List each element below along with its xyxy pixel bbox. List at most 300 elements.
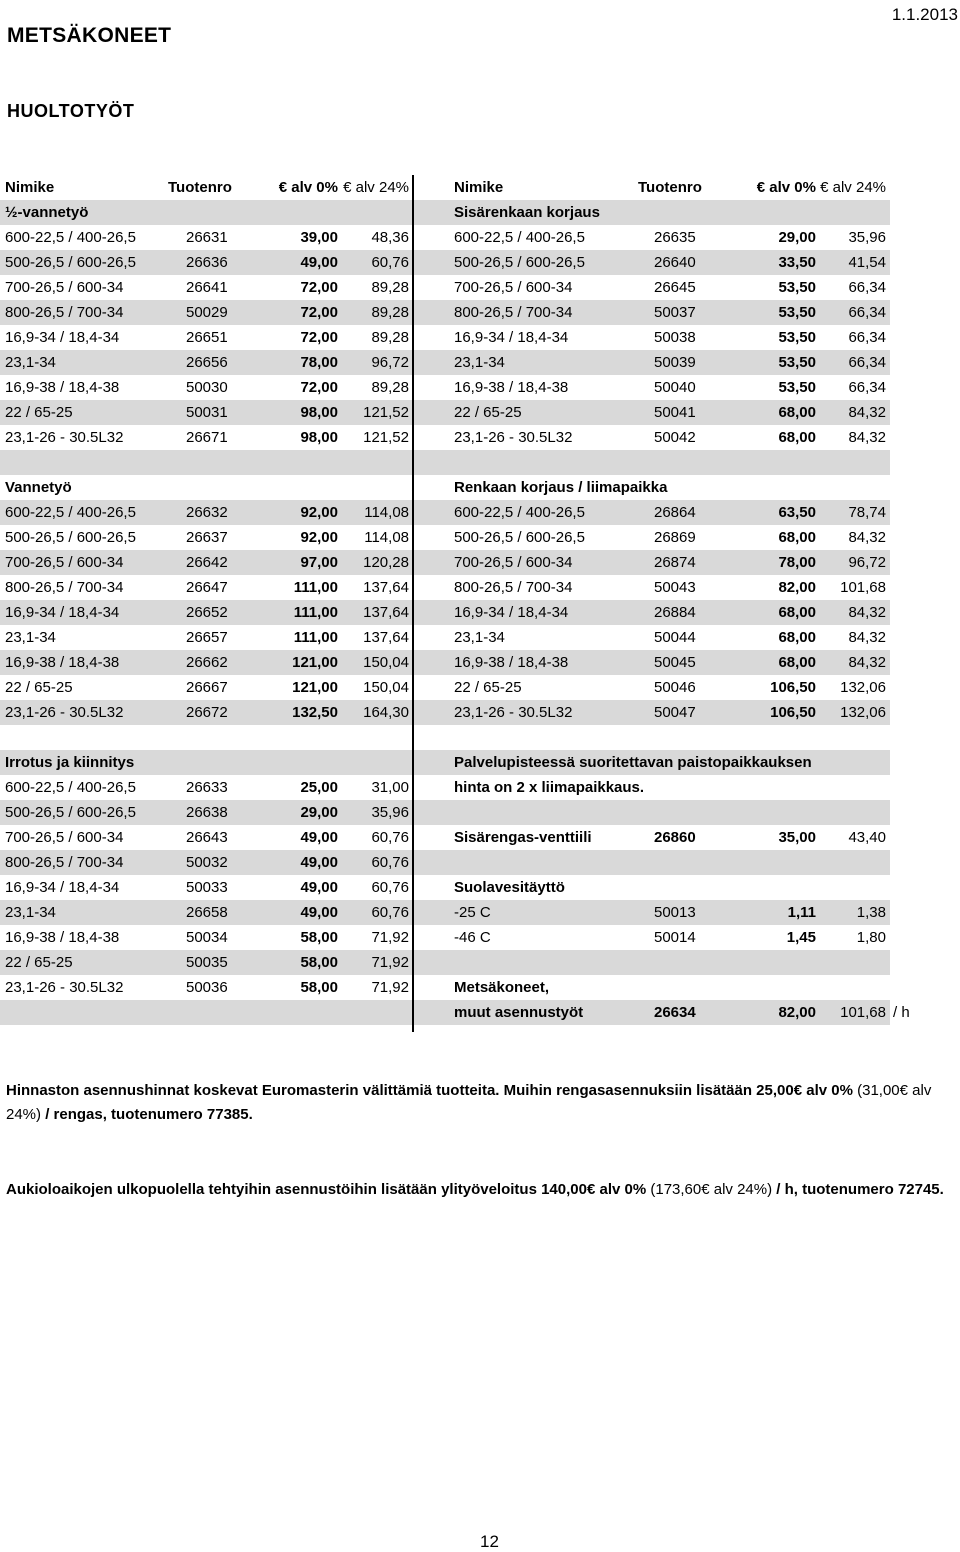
price-alv0: 1,45 [786, 929, 816, 946]
price-alv0: 29,00 [300, 804, 338, 821]
price-alv24: 71,92 [371, 929, 409, 946]
price-alv0: 132,50 [292, 704, 338, 721]
price-alv0: 92,00 [300, 504, 338, 521]
item-code: 50040 [654, 379, 696, 396]
price-alv0: 68,00 [778, 529, 816, 546]
item-code: 50031 [186, 404, 228, 421]
price-alv0: 35,00 [778, 829, 816, 846]
note-installation [6, 1079, 946, 1127]
left-cell-group [0, 800, 412, 825]
price-alv0: 29,00 [778, 229, 816, 246]
table-row [0, 550, 960, 575]
price-alv0: 98,00 [300, 404, 338, 421]
price-alv24: 89,28 [371, 279, 409, 296]
left-cell-group [0, 500, 412, 525]
table-row [0, 775, 960, 800]
right-cell-group [414, 450, 890, 475]
price-alv0: 25,00 [300, 779, 338, 796]
right-cell-group [414, 550, 890, 575]
table-row [0, 675, 960, 700]
price-alv24: 66,34 [848, 279, 886, 296]
right-cell-group [414, 325, 890, 350]
item-code: 50034 [186, 929, 228, 946]
price-alv24: 84,32 [848, 404, 886, 421]
price-alv24: 114,08 [364, 529, 409, 546]
item-name: 23,1-26 - 30.5L32 [5, 704, 124, 721]
table-row [0, 300, 960, 325]
item-code: 50029 [186, 304, 228, 321]
item-name: 23,1-26 - 30.5L32 [5, 979, 124, 996]
item-code: 26874 [654, 554, 696, 571]
price-alv0: 49,00 [300, 254, 338, 271]
item-name: 16,9-38 / 18,4-38 [454, 654, 569, 671]
price-alv24: 84,32 [848, 629, 886, 646]
item-name: 23,1-26 - 30.5L32 [454, 429, 573, 446]
price-alv0: 53,50 [778, 329, 816, 346]
price-alv24: 35,96 [848, 229, 886, 246]
left-cell-group [0, 975, 412, 1000]
price-alv24: 1,38 [856, 904, 886, 921]
item-name: 23,1-26 - 30.5L32 [454, 704, 573, 721]
item-code: 50036 [186, 979, 228, 996]
item-name: 500-26,5 / 600-26,5 [5, 254, 136, 271]
item-code: 26637 [186, 529, 228, 546]
price-alv0: 78,00 [300, 354, 338, 371]
left-cell-group [0, 425, 412, 450]
left-cell-group [0, 675, 412, 700]
table-row [0, 575, 960, 600]
price-alv24: 164,30 [363, 704, 409, 721]
price-alv24: 71,92 [371, 979, 409, 996]
price-alv0: 49,00 [300, 879, 338, 896]
note-installation-vat: (31,00€ alv 24%) [6, 1082, 932, 1123]
item-code: 26662 [186, 654, 228, 671]
item-name: Vannetyö [5, 479, 72, 496]
price-alv0: 68,00 [778, 429, 816, 446]
note-installation-text: Hinnaston asennushinnat koskevat Euromasterin välittämiä tuotteita. Muihin rengasasennuksiin lisätään 25,00€ alv 0% [6, 1082, 858, 1099]
price-alv24: 66,34 [848, 329, 886, 346]
item-code: 26671 [186, 429, 228, 446]
col-alv24-header: € alv 24% [343, 179, 409, 196]
item-code: 26860 [654, 829, 696, 846]
price-alv24: 84,32 [848, 529, 886, 546]
item-code: 26631 [186, 229, 228, 246]
right-cell-group [414, 675, 890, 700]
price-alv24: 60,76 [371, 854, 409, 871]
left-cell-group [0, 575, 412, 600]
right-cell-group [414, 700, 890, 725]
price-alv0: 82,00 [778, 1004, 816, 1021]
price-alv0: 106,50 [770, 679, 816, 696]
item-name: 22 / 65-25 [454, 404, 522, 421]
price-alv24: 60,76 [371, 829, 409, 846]
price-alv0: 78,00 [778, 554, 816, 571]
item-name: 700-26,5 / 600-34 [5, 279, 124, 296]
right-cell-group [414, 875, 890, 900]
left-cell-group [0, 850, 412, 875]
right-cell-group [414, 300, 890, 325]
price-alv24: 78,74 [848, 504, 886, 521]
item-code: 50038 [654, 329, 696, 346]
price-alv24: 150,04 [363, 654, 409, 671]
right-cell-group [414, 375, 890, 400]
left-cell-group [0, 900, 412, 925]
item-name: Renkaan korjaus / liimapaikka [454, 479, 668, 496]
page-number: 12 [480, 1532, 499, 1551]
item-name: 23,1-34 [454, 354, 505, 371]
item-name: 16,9-38 / 18,4-38 [5, 654, 120, 671]
col-code-header: Tuotenro [168, 179, 232, 196]
item-name: 23,1-34 [5, 904, 56, 921]
table-row [0, 200, 960, 225]
price-alv0: 72,00 [300, 304, 338, 321]
item-name: 23,1-34 [5, 354, 56, 371]
item-code: 26652 [186, 604, 228, 621]
price-alv0: 53,50 [778, 354, 816, 371]
right-cell-group [414, 200, 890, 225]
price-alv24: 66,34 [848, 304, 886, 321]
item-code: 26647 [186, 579, 228, 596]
left-cell-group [0, 475, 412, 500]
price-alv24: 132,06 [840, 679, 886, 696]
table-row [0, 500, 960, 525]
item-name: 600-22,5 / 400-26,5 [5, 229, 136, 246]
left-cell-group [0, 700, 412, 725]
item-name: 16,9-38 / 18,4-38 [5, 929, 120, 946]
price-alv24: 121,52 [363, 404, 409, 421]
item-name: Irrotus ja kiinnitys [5, 754, 135, 771]
left-cell-group [0, 250, 412, 275]
left-cell-group [0, 375, 412, 400]
note-installation-tail: / rengas, tuotenumero 77385. [41, 1106, 253, 1123]
item-code: 50045 [654, 654, 696, 671]
price-alv24: 71,92 [371, 954, 409, 971]
price-alv24: 89,28 [371, 379, 409, 396]
right-cell-group [414, 400, 890, 425]
table-row [0, 625, 960, 650]
item-name: 800-26,5 / 700-34 [5, 304, 124, 321]
col-alv24-header: € alv 24% [820, 179, 886, 196]
table-row [0, 425, 960, 450]
table-row [0, 925, 960, 950]
price-alv24: 89,28 [371, 329, 409, 346]
price-alv24: 120,28 [363, 554, 409, 571]
item-name: 600-22,5 / 400-26,5 [5, 504, 136, 521]
item-name: 16,9-34 / 18,4-34 [454, 329, 569, 346]
right-cell-group [414, 475, 890, 500]
price-alv24: 31,00 [371, 779, 409, 796]
item-name: 16,9-34 / 18,4-34 [5, 879, 120, 896]
price-alv24: 137,64 [363, 579, 409, 596]
price-alv0: 97,00 [300, 554, 338, 571]
item-name: 23,1-34 [5, 629, 56, 646]
price-alv0: 1,11 [787, 904, 816, 921]
item-code: 26642 [186, 554, 228, 571]
table-row [0, 350, 960, 375]
table-row [0, 275, 960, 300]
item-name: 700-26,5 / 600-34 [5, 554, 124, 571]
price-alv0: 63,50 [778, 504, 816, 521]
item-name: 23,1-26 - 30.5L32 [5, 429, 124, 446]
right-cell-group [414, 625, 890, 650]
item-name: 600-22,5 / 400-26,5 [5, 779, 136, 796]
price-alv0: 106,50 [770, 704, 816, 721]
column-divider [412, 175, 414, 1032]
price-alv24: 137,64 [363, 604, 409, 621]
right-cell-group [414, 275, 890, 300]
right-cell-group [414, 950, 890, 975]
item-name: 700-26,5 / 600-34 [454, 554, 573, 571]
right-cell-group [414, 1000, 890, 1025]
left-cell-group [0, 775, 412, 800]
item-code: 50046 [654, 679, 696, 696]
price-alv0: 68,00 [778, 654, 816, 671]
price-alv0: 72,00 [300, 379, 338, 396]
right-cell-group [414, 975, 890, 1000]
left-header [0, 175, 412, 200]
price-alv0: 68,00 [778, 629, 816, 646]
item-code: 26658 [186, 904, 228, 921]
item-code: 50033 [186, 879, 228, 896]
item-name: 600-22,5 / 400-26,5 [454, 229, 585, 246]
price-alv0: 82,00 [778, 579, 816, 596]
item-code: 50037 [654, 304, 696, 321]
table-row [0, 375, 960, 400]
table-row [0, 250, 960, 275]
price-alv0: 53,50 [778, 279, 816, 296]
right-cell-group [414, 500, 890, 525]
price-alv0: 92,00 [300, 529, 338, 546]
item-name: 800-26,5 / 700-34 [5, 854, 124, 871]
right-cell-group [414, 525, 890, 550]
price-alv24: 41,54 [848, 254, 886, 271]
left-cell-group [0, 400, 412, 425]
price-alv0: 49,00 [300, 904, 338, 921]
item-name: ½-vannetyö [5, 204, 89, 221]
price-alv0: 68,00 [778, 604, 816, 621]
price-alv24: 84,32 [848, 429, 886, 446]
item-code: 26636 [186, 254, 228, 271]
item-name: 16,9-34 / 18,4-34 [454, 604, 569, 621]
table-row [0, 800, 960, 825]
price-alv24: 48,36 [371, 229, 409, 246]
item-code: 50013 [654, 904, 696, 921]
item-code: 26638 [186, 804, 228, 821]
document-date: 1.1.2013 [891, 5, 958, 24]
item-code: 26632 [186, 504, 228, 521]
right-cell-group [414, 600, 890, 625]
item-code: 50042 [654, 429, 696, 446]
right-cell-group [414, 725, 890, 750]
table-row [0, 325, 960, 350]
price-alv0: 72,00 [300, 279, 338, 296]
left-cell-group [0, 300, 412, 325]
left-cell-group [0, 725, 412, 750]
left-cell-group [0, 450, 412, 475]
right-cell-group [414, 850, 890, 875]
item-name: 22 / 65-25 [454, 679, 522, 696]
price-alv0: 111,00 [293, 579, 338, 596]
table-row [0, 600, 960, 625]
col-name-header: Nimike [454, 179, 504, 196]
left-cell-group [0, 1000, 412, 1025]
right-cell-group [414, 800, 890, 825]
item-code: 26651 [186, 329, 228, 346]
price-alv0: 111,00 [293, 629, 338, 646]
item-name: hinta on 2 x liimapaikkaus. [454, 779, 645, 796]
item-code: 26635 [654, 229, 696, 246]
item-name: 600-22,5 / 400-26,5 [454, 504, 585, 521]
table-row [0, 950, 960, 975]
price-alv24: 137,64 [363, 629, 409, 646]
price-alv0: 58,00 [300, 979, 338, 996]
note-overtime [6, 1178, 946, 1202]
table-header-row [0, 175, 960, 200]
col-alv0-header: € alv 0% [278, 179, 338, 196]
note-overtime-tail: / h, tuotenumero 72745. [772, 1181, 944, 1198]
item-code: 26643 [186, 829, 228, 846]
price-alv24: 89,28 [371, 304, 409, 321]
price-alv24: 132,06 [840, 704, 886, 721]
price-alv24: 150,04 [363, 679, 409, 696]
item-name: 22 / 65-25 [5, 679, 73, 696]
price-alv0: 53,50 [778, 304, 816, 321]
price-alv24: 121,52 [363, 429, 409, 446]
col-name-header: Nimike [5, 179, 55, 196]
price-alv0: 58,00 [300, 929, 338, 946]
left-cell-group [0, 550, 412, 575]
price-alv24: 35,96 [371, 804, 409, 821]
table-row [0, 650, 960, 675]
price-alv0: 39,00 [300, 229, 338, 246]
item-code: 26640 [654, 254, 696, 271]
item-name: Suolavesitäyttö [454, 879, 565, 896]
right-cell-group [414, 825, 890, 850]
item-code: 50030 [186, 379, 228, 396]
left-cell-group [0, 925, 412, 950]
item-code: 50035 [186, 954, 228, 971]
item-code: 26869 [654, 529, 696, 546]
left-cell-group [0, 950, 412, 975]
left-cell-group [0, 750, 412, 775]
left-cell-group [0, 525, 412, 550]
right-cell-group [414, 350, 890, 375]
table-row [0, 900, 960, 925]
price-alv24: 96,72 [371, 354, 409, 371]
price-alv24: 43,40 [848, 829, 886, 846]
price-alv0: 53,50 [778, 379, 816, 396]
right-cell-group [414, 575, 890, 600]
note-overtime-vat: (173,60€ alv 24%) [650, 1181, 773, 1198]
item-name: 500-26,5 / 600-26,5 [5, 529, 136, 546]
item-name: 500-26,5 / 600-26,5 [454, 254, 585, 271]
price-alv24: 101,68 [840, 579, 886, 596]
table-row [0, 725, 960, 750]
item-name: 800-26,5 / 700-34 [454, 304, 573, 321]
left-cell-group [0, 825, 412, 850]
price-alv24: 66,34 [848, 379, 886, 396]
item-name: Metsäkoneet, [454, 979, 550, 996]
table-row [0, 700, 960, 725]
table-row [0, 850, 960, 875]
item-name: Sisärenkaan korjaus [454, 204, 600, 221]
item-code: 26645 [654, 279, 696, 296]
page-title: METSÄKONEET [7, 24, 172, 47]
item-code: 50047 [654, 704, 696, 721]
left-cell-group [0, 200, 412, 225]
item-name: 16,9-34 / 18,4-34 [5, 329, 120, 346]
right-cell-group [414, 225, 890, 250]
price-alv24: 60,76 [371, 879, 409, 896]
item-name: 800-26,5 / 700-34 [454, 579, 573, 596]
price-alv0: 111,00 [293, 604, 338, 621]
price-alv0: 58,00 [300, 954, 338, 971]
item-code: 26672 [186, 704, 228, 721]
table-row [0, 525, 960, 550]
item-code: 50044 [654, 629, 696, 646]
item-name: 500-26,5 / 600-26,5 [454, 529, 585, 546]
price-alv24: 84,32 [848, 604, 886, 621]
right-cell-group [414, 650, 890, 675]
price-alv0: 121,00 [292, 654, 338, 671]
item-code: 26656 [186, 354, 228, 371]
price-alv24: 101,68 [840, 1004, 886, 1021]
item-code: 50039 [654, 354, 696, 371]
price-alv0: 68,00 [778, 404, 816, 421]
table-row [0, 875, 960, 900]
left-cell-group [0, 275, 412, 300]
left-cell-group [0, 325, 412, 350]
price-alv24: 84,32 [848, 654, 886, 671]
table-row [0, 450, 960, 475]
table-row [0, 1000, 960, 1025]
price-alv0: 121,00 [292, 679, 338, 696]
item-name: 22 / 65-25 [5, 954, 73, 971]
item-code: 50032 [186, 854, 228, 871]
item-code: 26633 [186, 779, 228, 796]
left-cell-group [0, 875, 412, 900]
right-cell-group [414, 250, 890, 275]
item-name: 800-26,5 / 700-34 [5, 579, 124, 596]
table-row [0, 225, 960, 250]
item-code: 26884 [654, 604, 696, 621]
item-name: 16,9-38 / 18,4-38 [454, 379, 569, 396]
item-name: -25 C [454, 904, 491, 921]
item-code: 26634 [654, 1004, 696, 1021]
right-cell-group [414, 925, 890, 950]
right-cell-group [414, 900, 890, 925]
col-code-header: Tuotenro [638, 179, 702, 196]
section-title: HUOLTOTYÖT [7, 101, 135, 121]
price-alv24: 60,76 [371, 904, 409, 921]
table-row [0, 750, 960, 775]
left-cell-group [0, 650, 412, 675]
price-alv0: 49,00 [300, 854, 338, 871]
item-name: muut asennustyöt [454, 1004, 584, 1021]
left-cell-group [0, 350, 412, 375]
item-code: 50041 [654, 404, 696, 421]
item-code: 50043 [654, 579, 696, 596]
item-code: 50014 [654, 929, 696, 946]
price-alv24: 114,08 [364, 504, 409, 521]
table-row [0, 400, 960, 425]
table-row [0, 975, 960, 1000]
item-code: 26667 [186, 679, 228, 696]
item-code: 26657 [186, 629, 228, 646]
left-cell-group [0, 600, 412, 625]
right-cell-group [414, 425, 890, 450]
item-name: -46 C [454, 929, 491, 946]
